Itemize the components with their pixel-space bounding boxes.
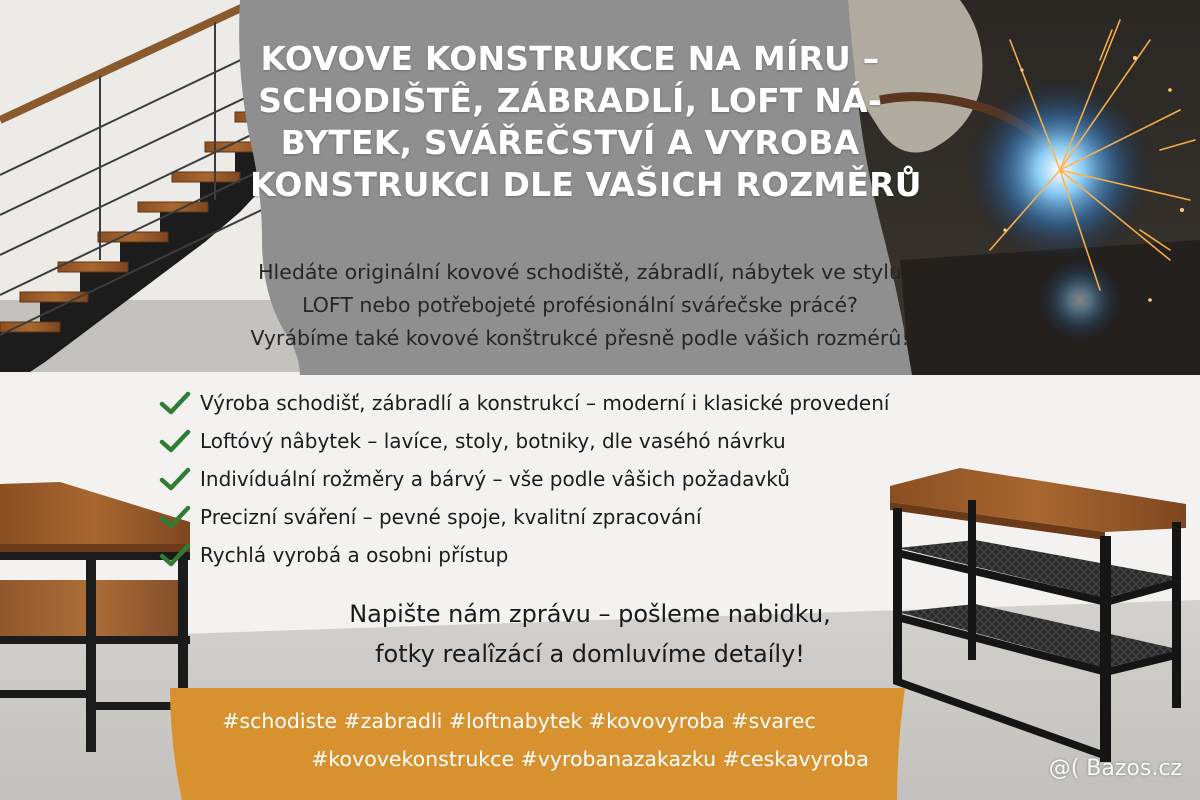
hashtag-line: #schodiste #zabradli #loftnabytek #kovovyroba #svarec	[222, 709, 816, 733]
feature-text: Indivíduální rožměry a bárvý – vše podle vâšich požadavků	[200, 467, 790, 491]
feature-item	[158, 498, 978, 536]
feature-text: Výroba schodišť, zábradlí a konstrukcí – moderní i klasické provedení	[200, 391, 890, 415]
hashtags	[200, 702, 900, 778]
call-to-action	[200, 594, 980, 674]
intro-line: LOFT nebo potřebojeté profésionální sváŕečske prácé?	[302, 293, 858, 317]
check-icon	[158, 466, 192, 492]
intro-paragraph	[200, 256, 960, 355]
feature-item	[158, 384, 978, 422]
feature-item	[158, 460, 978, 498]
headline-line: SCHODIŠTÊ, ZÁBRADLÍ, LOFT NÁ-	[258, 81, 882, 120]
check-icon	[158, 542, 192, 568]
check-icon	[158, 504, 192, 530]
feature-text: Rychlá vyrobá a osobni přístup	[200, 543, 509, 567]
headline-line: BYTEK, SVÁŘEČSTVÍ A VYROBA	[280, 123, 860, 162]
cta-line: Napište nám zprávu – pošleme nabidku,	[349, 600, 831, 628]
feature-list	[158, 384, 978, 574]
headline-line: KONSTRUKCI DLE VAŠICH ROZMĚRŮ	[250, 165, 922, 204]
feature-item	[158, 422, 978, 460]
feature-text: Precizní sváření – pevné spoje, kvalitní zpracování	[200, 505, 702, 529]
check-icon	[158, 428, 192, 454]
hashtag-line: #kovovekonstrukce #vyrobanazakazku #ceskavyroba	[311, 747, 869, 771]
cta-line: fotky realîzácí a domluvíme detaíly!	[375, 640, 805, 668]
intro-line: Hledáte originální kovové schodiště, zábradlí, nábytek ve stylu	[258, 260, 902, 284]
check-icon	[158, 390, 192, 416]
bazos-watermark: @( Bazos.cz	[1048, 756, 1182, 781]
feature-item	[158, 536, 978, 574]
headline	[250, 38, 922, 206]
headline-line: KOVOVE KONSTRUKCE NA MÍRU –	[260, 39, 880, 78]
feature-text: Loftóvý nâbytek – lavíce, stoly, botniky, dle vaséhó návrku	[200, 429, 786, 453]
intro-line: Vyrábíme také kovové konštrukcé přesně podle vášich rozmérû!	[250, 326, 910, 350]
